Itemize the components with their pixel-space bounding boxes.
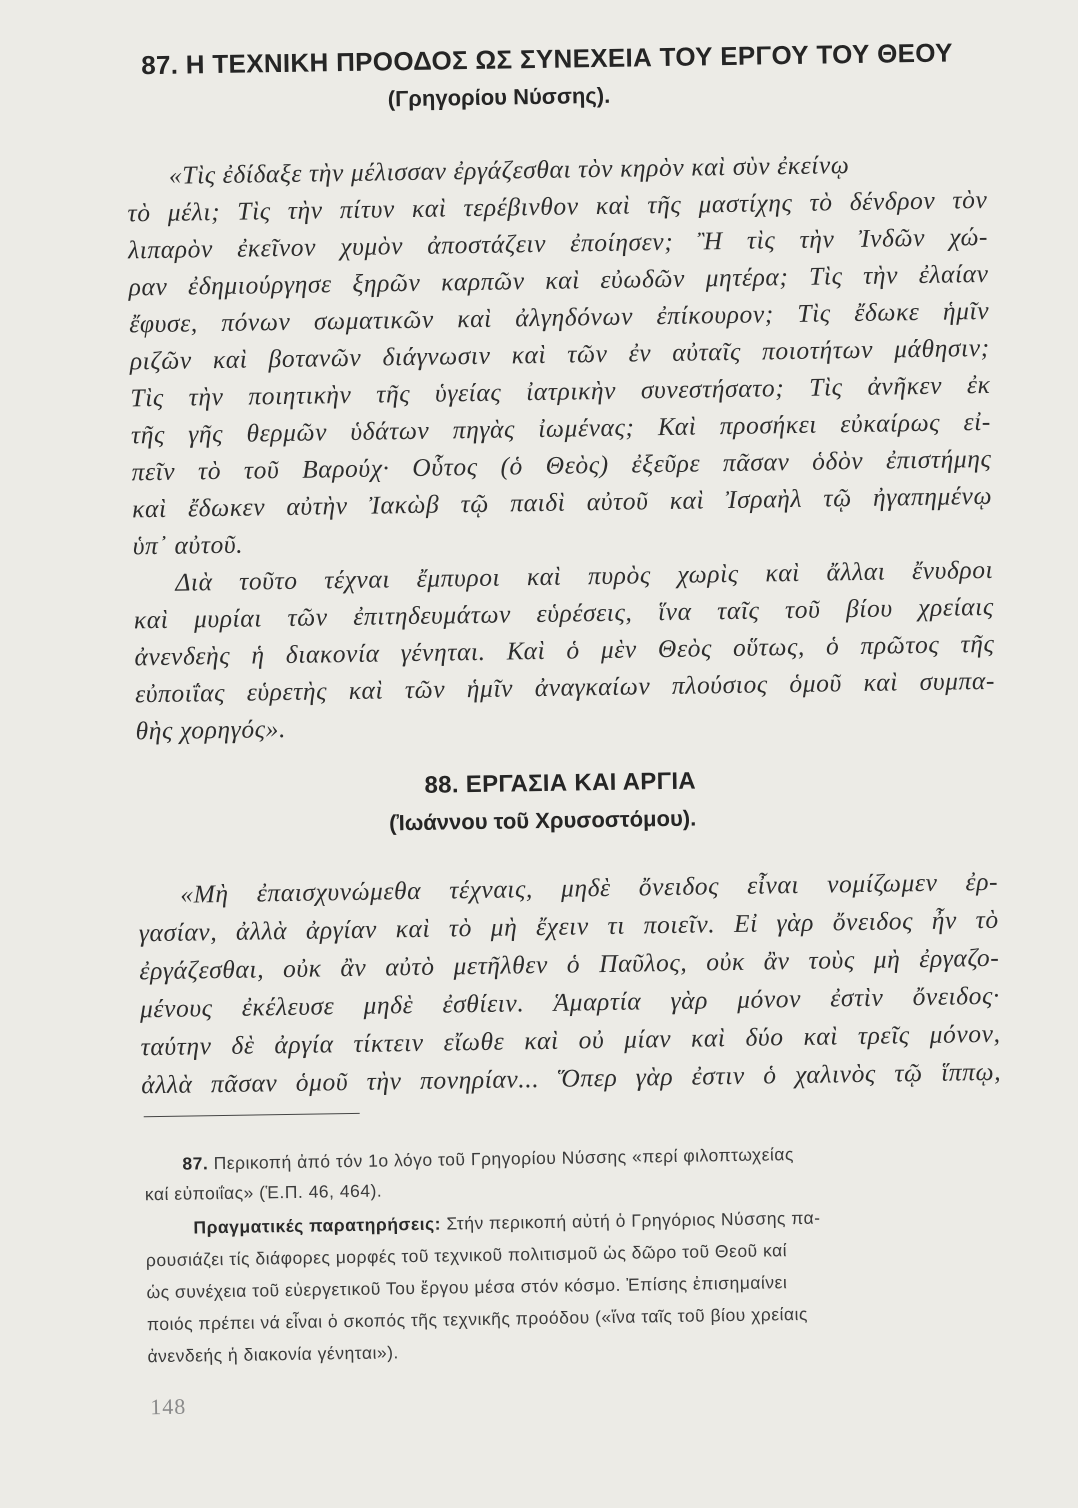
text-line: Τὶς τὴν ποιητικὴν τῆς ὑγείας ἰατρικὴν συνεστήσατο; Τὶς ἀνῆκεν ἐκ [130, 369, 991, 413]
footnote-number: 87. [182, 1153, 209, 1174]
footnote-text: ποιός πρέπει νά εἶναι ὁ σκοπός τῆς τεχνικῆς προόδου («ἵνα ταῖς τοῦ βίου χρείαις [146, 1303, 809, 1335]
page-number: 148 [150, 1393, 187, 1420]
footnote-line [147, 1333, 1009, 1368]
footnote-text: Στήν περικοπή αὐτή ὁ Γρηγόριος Νύσσης πα- [446, 1207, 821, 1234]
text-line: ἀνενδεὴς ἡ διακονία γένηται. Καὶ ὁ μὲν Θεὸς οὕτως, ὁ πρῶτος τῆς [134, 628, 995, 672]
section-88-title: 88. ΕΡΓΑΣΙΑ ΚΑΙ ΑΡΓΙΑ [424, 767, 697, 799]
footnote-text: ὡς συνέχεια τοῦ εὐεργετικοῦ Του ἔργου μέσα στόν κόσμο. Ἐπίσης ἐπισημαίνει [146, 1272, 788, 1303]
text-line: ἐργάζεσθαι, οὐκ ἂν αὐτὸ μετῆλθεν ὁ Παῦλος, οὐκ ἂν τοὺς μὴ ἐργαζο- [139, 942, 1000, 986]
text-line: γασίαν, ἀλλὰ ἀργίαν καὶ τὸ μὴ ἔχειν τι ποιεῖν. Εἰ γὰρ ὄνειδος ἦν τὸ [138, 904, 999, 948]
text-line: ἔφυσε, πόνων σωματικῶν καὶ ἀλγηδόνων ἐπίκουρον; Τὶς ἔδωκε ἡμῖν [129, 295, 990, 339]
text-line: πεῖν τὸ τοῦ Βαρούχ· Οὗτος (ὁ Θεὸς) ἐξεῦρε πᾶσαν ὁδὸν ἐπιστήμης [131, 443, 992, 487]
text-line: ριζῶν καὶ βοτανῶν διάγνωσιν καὶ τῶν ἐν αὐταῖς ποιοτήτων μάθησιν; [129, 332, 990, 376]
section-88-subtitle: (Ἰωάννου τοῦ Χρυσοστόμου). [388, 805, 697, 836]
footnote-line [145, 1171, 1007, 1206]
footnote-line [146, 1269, 1008, 1304]
text-line: θὴς χορηγός». [135, 713, 287, 746]
footnote-text: ἀνενδεής ἡ διακονία γένηται»). [147, 1342, 399, 1367]
footnote-text: καί εὐποιΐας» (Ἑ.Π. 46, 464). [144, 1180, 383, 1205]
text-line: Διὰ τοῦτο τέχναι ἔμπυροι καὶ πυρὸς χωρὶς καὶ ἄλλαι ἔνυδροι [175, 554, 994, 597]
footnote-text: Περικοπή ἀπό τόν 1ο λόγο τοῦ Γρηγορίου Νύσσης «περί φιλοπτωχείας [213, 1144, 795, 1174]
text-line: «Τὶς ἐδίδαξε τὴν μέλισσαν ἐργάζεσθαι τὸν κηρὸν καὶ σὺν ἐκείνῳ [168, 150, 850, 190]
text-line: ραν ἐδημιούργησε ξηρῶν καρπῶν καὶ εὐωδῶν μητέρα; Τὶς τὴν ἐλαίαν [128, 258, 989, 302]
footnote-line [193, 1205, 1007, 1239]
text-line: τῆς γῆς θερμῶν ὑδάτων πηγὰς ἰωμένας; Καὶ προσήκει εὐκαίρως εἰ- [130, 406, 992, 450]
footnote-separator [144, 1113, 360, 1117]
footnote-line [182, 1141, 1006, 1175]
text-line: ταύτην δὲ ἀργία τίκτειν εἴωθε καὶ οὐ μίαν καὶ δύο καὶ τρεῖς μόνον, [140, 1018, 1001, 1062]
text-line: λιπαρὸν ἐκεῖνον χυμὸν ἀποστάζειν ἐποίησεν; Ἢ τὶς τὴν Ἰνδῶν χώ- [127, 221, 989, 265]
text-line: ὑπ᾿ αὐτοῦ. [132, 529, 244, 561]
section-87-subtitle: (Γρηγορίου Νύσσης). [387, 82, 611, 112]
section-87-title: 87. Η ΤΕΧΝΙΚΗ ΠΡΟΟΔΟΣ ΩΣ ΣΥΝΕΧΕΙΑ ΤΟΥ ΕΡΓΟΥ ΤΟΥ ΘΕΟΥ [140, 37, 953, 81]
text-line: «Μὴ ἐπαισχυνώμεθα τέχναις, μηδὲ ὄνειδος εἶναι νομίζωμεν ἐρ- [179, 866, 999, 909]
footnote-line [146, 1237, 1008, 1272]
text-line: εὐποιΐας εὑρετὴς καὶ τῶν ἡμῖν ἀναγκαίων πλούσιος ὁμοῦ καὶ συμπα- [134, 665, 996, 709]
text-line: μένους ἐκέλευσε μηδὲ ἐσθίειν. Ἁμαρτία γὰρ μόνον ἐστὶν ὄνειδος· [139, 980, 1001, 1024]
footnote-text: ρουσιάζει τίς διάφορες μορφές τοῦ τεχνικοῦ πολιτισμοῦ ὡς δῶρο τοῦ Θεοῦ καί [145, 1240, 788, 1271]
text-line: καὶ ἔδωκεν αὐτὴν Ἰακὼβ τῷ παιδὶ αὐτοῦ καὶ Ἰσραὴλ τῷ ἠγαπημένῳ [131, 480, 993, 524]
text-line: τὸ μέλι; Τὶς τὴν πίτυν καὶ τερέβινθον καὶ τῆς μαστίχης τὸ δένδρον τὸν [127, 184, 988, 228]
text-line: καὶ μυρίαι τῶν ἐπιτηδευμάτων εὑρέσεις, ἵνα ταῖς τοῦ βίου χρείαις [133, 591, 995, 635]
text-line: ἀλλὰ πᾶσαν ὁμοῦ τὴν πονηρίαν... Ὅπερ γὰρ ἐστιν ὁ χαλινὸς τῷ ἵππῳ, [140, 1056, 1002, 1100]
footnote-label: Πραγματικές παρατηρήσεις: [193, 1213, 442, 1238]
footnote-line [147, 1301, 1009, 1336]
